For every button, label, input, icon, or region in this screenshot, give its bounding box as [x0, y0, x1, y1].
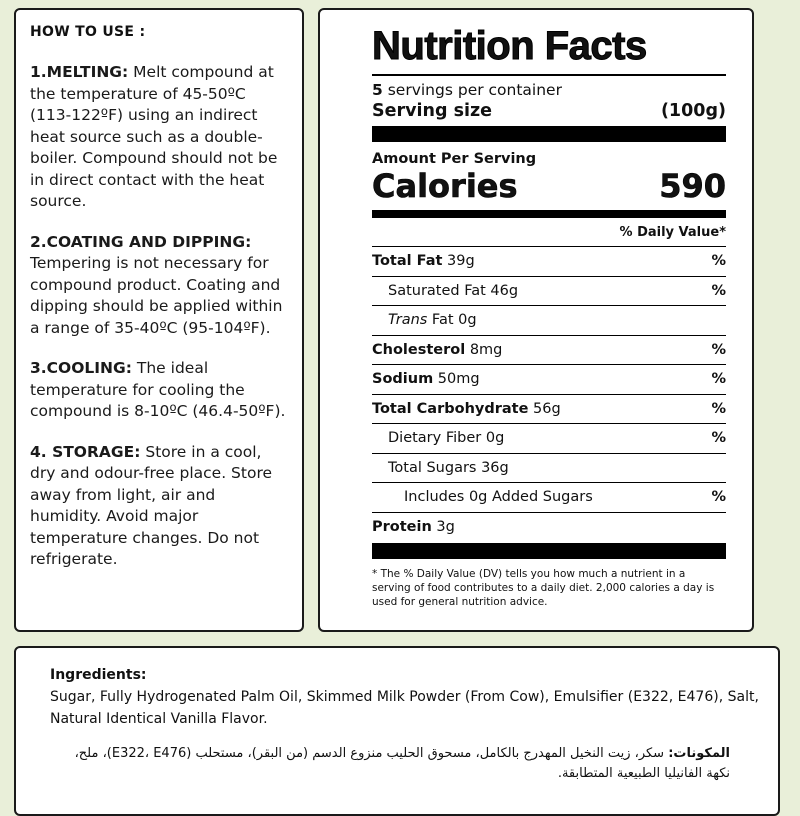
nutrient-amount: Fat 0g — [427, 312, 477, 329]
nutrient-percent: % — [711, 430, 726, 447]
serving-size — [372, 100, 726, 122]
nutrient-bold: Total Fat — [372, 253, 443, 270]
step-melting — [30, 62, 290, 213]
nutrient-name: Includes 0g Added Sugars — [404, 489, 593, 506]
nutrient-row-dietary-fiber — [372, 424, 726, 454]
step-text: Store in a cool, dry and odour-free place. Store away from light, air and humidity. Avoid major temperature changes. Do not refrigerate. — [30, 442, 273, 568]
step-storage — [30, 442, 290, 571]
nutrient-percent: % — [711, 371, 726, 388]
divider — [372, 74, 726, 76]
daily-value-header: % Daily Value* — [372, 224, 726, 247]
ingredients-title: Ingredients: — [50, 667, 147, 683]
servings-per-container — [372, 80, 726, 100]
nutrient-percent: % — [711, 282, 726, 299]
nutrient-row-total-carbohydrate — [372, 395, 726, 425]
nutrient-bold: Protein — [372, 518, 432, 535]
servings-text: servings per container — [382, 81, 562, 99]
calories-row — [372, 168, 726, 204]
nutrient-name: Total Sugars 36g — [388, 459, 509, 476]
servings-count: 5 — [372, 81, 383, 99]
serving-size-value: (100g) — [660, 101, 726, 121]
ingredients-arabic-label: المكونات: — [668, 746, 730, 761]
ingredients-panel — [14, 646, 780, 816]
ingredients-text: Sugar, Fully Hydrogenated Palm Oil, Skimmed Milk Powder (From Cow), Emulsifier (E322, E476), Salt, Natural Identical Vanilla Flavor. — [50, 689, 759, 727]
nutrient-amount: 56g — [528, 400, 561, 417]
nutrient-name — [372, 371, 480, 387]
nutrient-name — [372, 253, 475, 269]
nutrient-amount: 8mg — [465, 341, 503, 358]
how-to-use-title: HOW TO USE : — [30, 24, 146, 40]
thick-divider — [372, 543, 726, 559]
nutrient-row-sodium — [372, 365, 726, 395]
amount-per-serving: Amount Per Serving — [372, 151, 537, 167]
nutrient-bold: Total Carbohydrate — [372, 400, 529, 417]
nutrition-title: Nutrition Facts — [372, 24, 647, 68]
calories-label: Calories — [372, 167, 518, 205]
nutrient-name — [372, 401, 561, 417]
nutrition-facts-panel — [318, 8, 754, 632]
nutrient-name — [372, 342, 502, 358]
calories-value: 590 — [659, 167, 726, 205]
nutrient-row-cholesterol — [372, 336, 726, 366]
nutrient-name: Saturated Fat 46g — [388, 282, 519, 299]
ingredients-arabic-text: سكر، زيت النخيل المهدرج بالكامل، مسحوق الحليب منزوع الدسم (من البقر)، مستحلب (E322، E476)، ملح، نكهة الفانيليا الطبيعية المتطابقة. — [74, 746, 730, 781]
nutrient-row-saturated-fat — [372, 277, 726, 307]
step-text: The ideal temperature for cooling the compound is 8-10ºC (46.4-50ºF). — [30, 359, 286, 420]
step-coating — [30, 232, 290, 340]
medium-divider — [372, 210, 726, 218]
nutrient-amount: 3g — [431, 518, 455, 535]
step-heading: 2.COATING AND DIPPING: — [30, 232, 252, 251]
nutrient-percent: % — [711, 341, 726, 358]
nutrient-row-added-sugars — [372, 483, 726, 513]
nutrient-amount: 39g — [442, 253, 475, 270]
step-heading: 3.COOLING: — [30, 359, 132, 377]
nutrient-percent: % — [711, 400, 726, 417]
serving-size-label: Serving size — [372, 101, 493, 121]
step-heading: 1.MELTING: — [30, 63, 129, 81]
thick-divider — [372, 126, 726, 142]
how-to-use-panel — [14, 8, 304, 632]
nutrient-percent: % — [711, 253, 726, 270]
nutrient-italic: Trans — [388, 312, 428, 329]
nutrient-percent: % — [711, 489, 726, 506]
nutrient-row-total-sugars — [372, 454, 726, 484]
step-text: Melt compound at the temperature of 45-50ºC (113-122ºF) using an indirect heat source such as a double-boiler. Compound should not be in direct contact with the heat source. — [30, 63, 278, 210]
nutrient-name — [372, 312, 477, 328]
step-text: Tempering is not necessary for compound product. Coating and dipping should be applied within a range of 35-40ºC (95-104ºF). — [30, 254, 283, 337]
nutrient-row-trans-fat — [372, 306, 726, 336]
nutrient-row-total-fat — [372, 247, 726, 277]
nutrient-bold: Cholesterol — [372, 341, 466, 358]
nutrient-name — [372, 519, 455, 535]
nutrient-name: Dietary Fiber 0g — [388, 430, 505, 447]
ingredients-arabic — [50, 744, 760, 784]
step-cooling — [30, 358, 290, 423]
nutrient-row-protein — [372, 513, 726, 542]
step-heading: 4. STORAGE: — [30, 442, 141, 461]
daily-value-footnote: * The % Daily Value (DV) tells you how much a nutrient in a serving of food contributes to a daily diet. 2,000 calories a day is used for general nutrition advice. — [372, 568, 715, 608]
nutrient-amount: 50mg — [433, 371, 480, 388]
nutrient-bold: Sodium — [372, 371, 434, 388]
